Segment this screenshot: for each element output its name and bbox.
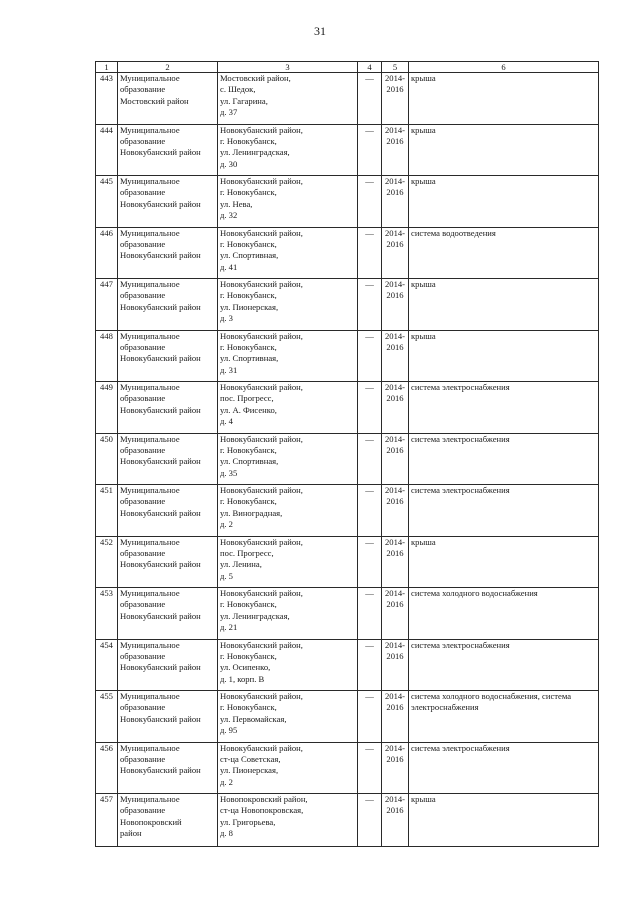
municipality-line: район	[120, 828, 142, 839]
address-line: г. Новокубанск,	[220, 650, 277, 661]
row-number-cell	[96, 691, 118, 743]
mark-dash: —	[365, 691, 374, 701]
period-cell	[382, 639, 409, 691]
work-type: система электроснабжения	[411, 742, 510, 753]
address-line: пос. Прогресс,	[220, 547, 274, 558]
municipality-line: Муниципальное	[120, 124, 180, 135]
municipality-line: образование	[120, 496, 166, 507]
address-line: д. 8	[220, 828, 233, 839]
table-row	[96, 73, 599, 125]
municipality-cell	[118, 536, 218, 588]
row-number-cell	[96, 330, 118, 382]
mark-dash: —	[365, 227, 374, 238]
work-type-cell	[409, 382, 599, 434]
address-line: ст-ца Новопокровская,	[220, 805, 304, 816]
municipality-line: Новокубанский район	[120, 147, 201, 158]
address-line: г. Новокубанск,	[220, 290, 277, 301]
row-number: 455	[100, 691, 113, 701]
work-type-cell	[409, 485, 599, 537]
column-header: 5	[382, 62, 409, 73]
work-type-cell	[409, 279, 599, 331]
mark-cell	[358, 639, 382, 691]
mark-cell	[358, 382, 382, 434]
work-type: крыша	[411, 330, 436, 341]
municipality-line: Муниципальное	[120, 433, 180, 444]
municipality-line: образование	[120, 135, 166, 146]
mark-cell	[358, 330, 382, 382]
work-type-cell	[409, 639, 599, 691]
period-line: 2014-	[384, 330, 406, 341]
row-number: 450	[100, 433, 113, 444]
row-number: 445	[100, 176, 113, 186]
municipality-line: образование	[120, 290, 166, 301]
address-line: г. Новокубанск,	[220, 599, 277, 610]
address-line: г. Новокубанск,	[220, 135, 277, 146]
municipality-cell	[118, 742, 218, 794]
table-row	[96, 485, 599, 537]
column-header: 6	[409, 62, 599, 73]
municipality-line: Муниципальное	[120, 639, 180, 650]
row-number-cell	[96, 176, 118, 228]
page-number: 31	[314, 24, 326, 38]
row-number: 449	[100, 382, 113, 392]
municipality-line: Новокубанский район	[120, 662, 201, 673]
address-cell	[218, 485, 358, 537]
work-type: система электроснабжения	[411, 382, 510, 392]
row-number-cell	[96, 588, 118, 640]
address-cell	[218, 691, 358, 743]
municipality-cell	[118, 227, 218, 279]
row-number: 454	[100, 639, 113, 650]
address-line: ул. Ленина,	[220, 559, 262, 570]
period-line: 2016	[386, 753, 404, 764]
address-line: Новокубанский район,	[220, 227, 303, 238]
work-type-cell	[409, 536, 599, 588]
period-line: 2014-	[384, 794, 406, 804]
period-cell	[382, 73, 409, 125]
table-row	[96, 227, 599, 279]
municipality-line: образование	[120, 84, 166, 95]
period-cell	[382, 330, 409, 382]
work-type-cell	[409, 176, 599, 228]
municipality-cell	[118, 691, 218, 743]
municipality-line: образование	[120, 444, 166, 455]
municipality-cell	[118, 433, 218, 485]
address-line: д. 2	[220, 519, 233, 530]
municipality-line: Муниципальное	[120, 742, 180, 753]
mark-dash: —	[365, 485, 374, 495]
address-line: д. 2	[220, 776, 233, 787]
address-line: с. Шедок,	[220, 84, 256, 95]
address-line: ул. Осипенко,	[220, 662, 271, 673]
period-line: 2016	[386, 393, 404, 404]
municipality-line: Муниципальное	[120, 227, 180, 238]
period-cell	[382, 124, 409, 176]
work-type: крыша	[411, 279, 436, 289]
period-line: 2016	[386, 444, 404, 455]
period-cell	[382, 176, 409, 228]
address-cell	[218, 73, 358, 125]
municipality-line: образование	[120, 341, 166, 352]
table-row	[96, 330, 599, 382]
row-number: 456	[100, 742, 113, 753]
period-line: 2014-	[384, 73, 406, 83]
row-number: 443	[100, 73, 113, 83]
municipality-line: Новокубанский район	[120, 507, 201, 518]
address-cell	[218, 176, 358, 228]
municipality-line: Новопокровский	[120, 816, 182, 827]
address-line: ул. Пионерская,	[220, 301, 279, 312]
address-line: Новокубанский район,	[220, 691, 303, 701]
municipality-line: Муниципальное	[120, 176, 180, 186]
table-row	[96, 382, 599, 434]
mark-dash: —	[365, 588, 374, 598]
address-line: д. 30	[220, 158, 238, 169]
period-cell	[382, 433, 409, 485]
municipality-line: Новокубанский район	[120, 250, 201, 261]
mark-cell	[358, 691, 382, 743]
row-number: 457	[100, 794, 113, 804]
mark-cell	[358, 227, 382, 279]
mark-cell	[358, 794, 382, 847]
address-line: г. Новокубанск,	[220, 238, 277, 249]
period-line: 2014-	[384, 588, 406, 598]
municipality-line: образование	[120, 187, 166, 198]
address-line: Новокубанский район,	[220, 433, 303, 444]
municipality-line: Новокубанский район	[120, 610, 201, 621]
municipality-line: образование	[120, 702, 166, 713]
row-number-cell	[96, 794, 118, 847]
period-cell	[382, 279, 409, 331]
mark-dash: —	[365, 73, 374, 83]
row-number: 444	[100, 124, 113, 135]
column-header: 1	[96, 62, 118, 73]
row-number: 453	[100, 588, 113, 598]
municipality-line: образование	[120, 547, 166, 558]
municipality-line: Новокубанский район	[120, 456, 201, 467]
row-number: 447	[100, 279, 113, 289]
table-row	[96, 536, 599, 588]
column-header: 3	[218, 62, 358, 73]
table-row	[96, 588, 599, 640]
table-body	[96, 73, 599, 847]
address-line: Мостовский район,	[220, 73, 291, 83]
address-line: ул. Виноградная,	[220, 507, 283, 518]
table-row	[96, 279, 599, 331]
period-line: 2016	[386, 650, 404, 661]
address-line: Новокубанский район,	[220, 639, 303, 650]
address-line: д. 37	[220, 107, 238, 118]
address-line: г. Новокубанск,	[220, 187, 277, 198]
municipality-line: образование	[120, 805, 166, 816]
municipality-line: Муниципальное	[120, 794, 180, 804]
work-type: система водоотведения	[411, 227, 496, 238]
row-number-cell	[96, 639, 118, 691]
mark-cell	[358, 433, 382, 485]
municipality-line: Муниципальное	[120, 536, 180, 547]
address-cell	[218, 382, 358, 434]
municipality-line: образование	[120, 650, 166, 661]
municipality-line: образование	[120, 599, 166, 610]
row-number-cell	[96, 279, 118, 331]
address-line: д. 95	[220, 725, 238, 736]
work-type-cell	[409, 124, 599, 176]
address-line: г. Новокубанск,	[220, 496, 277, 507]
municipality-line: образование	[120, 238, 166, 249]
mark-dash: —	[365, 176, 374, 186]
address-line: г. Новокубанск,	[220, 444, 277, 455]
work-type: крыша	[411, 536, 436, 547]
address-line: ул. Нева,	[220, 198, 253, 209]
address-cell	[218, 279, 358, 331]
period-line: 2016	[386, 496, 404, 507]
row-number-cell	[96, 227, 118, 279]
period-line: 2016	[386, 187, 404, 198]
period-line: 2016	[386, 290, 404, 301]
mark-cell	[358, 176, 382, 228]
header-row	[96, 62, 599, 73]
table-row	[96, 742, 599, 794]
period-line: 2016	[386, 702, 404, 713]
mark-cell	[358, 485, 382, 537]
mark-dash: —	[365, 639, 374, 650]
municipality-line: Новокубанский район	[120, 301, 201, 312]
period-cell	[382, 794, 409, 847]
address-cell	[218, 330, 358, 382]
row-number-cell	[96, 742, 118, 794]
municipality-line: Муниципальное	[120, 330, 180, 341]
work-type: система холодного водоснабжения, система электроснабжения	[411, 691, 572, 713]
address-line: ул. Ленинградская,	[220, 147, 290, 158]
mark-cell	[358, 536, 382, 588]
address-line: ул. А. Фисенко,	[220, 404, 277, 415]
address-line: Новокубанский район,	[220, 279, 303, 289]
work-type-cell	[409, 588, 599, 640]
municipality-line: образование	[120, 753, 166, 764]
municipality-cell	[118, 485, 218, 537]
work-type-cell	[409, 433, 599, 485]
address-line: д. 32	[220, 210, 238, 221]
municipality-line: Новокубанский район	[120, 404, 201, 415]
address-line: Новокубанский район,	[220, 588, 303, 598]
municipality-cell	[118, 176, 218, 228]
column-header: 4	[358, 62, 382, 73]
address-line: д. 4	[220, 416, 233, 427]
row-number-cell	[96, 382, 118, 434]
address-line: д. 5	[220, 570, 233, 581]
period-line: 2014-	[384, 382, 406, 392]
period-line: 2014-	[384, 227, 406, 238]
municipality-cell	[118, 794, 218, 847]
mark-cell	[358, 742, 382, 794]
work-type-cell	[409, 742, 599, 794]
mark-cell	[358, 588, 382, 640]
municipality-cell	[118, 330, 218, 382]
period-line: 2014-	[384, 536, 406, 547]
table-row	[96, 691, 599, 743]
table-row	[96, 639, 599, 691]
period-line: 2016	[386, 547, 404, 558]
period-line: 2016	[386, 805, 404, 816]
address-line: ул. Гагарина,	[220, 95, 268, 106]
address-line: д. 35	[220, 467, 238, 478]
period-cell	[382, 382, 409, 434]
work-type-cell	[409, 330, 599, 382]
municipality-cell	[118, 639, 218, 691]
municipality-line: Новокубанский район	[120, 559, 201, 570]
work-type: крыша	[411, 73, 436, 83]
address-cell	[218, 124, 358, 176]
mark-cell	[358, 279, 382, 331]
registry-table	[95, 61, 599, 847]
period-line: 2014-	[384, 279, 406, 289]
address-cell	[218, 227, 358, 279]
address-cell	[218, 742, 358, 794]
address-line: д. 1, корп. В	[220, 673, 265, 684]
address-line: Новокубанский район,	[220, 382, 303, 392]
address-line: Новокубанский район,	[220, 124, 303, 135]
period-line: 2016	[386, 341, 404, 352]
work-type-cell	[409, 794, 599, 847]
period-line: 2016	[386, 599, 404, 610]
address-line: д. 41	[220, 261, 238, 272]
address-line: Новопокровский район,	[220, 794, 308, 804]
row-number-cell	[96, 124, 118, 176]
row-number: 448	[100, 330, 113, 341]
period-line: 2014-	[384, 639, 406, 650]
mark-dash: —	[365, 536, 374, 547]
mark-cell	[358, 73, 382, 125]
address-line: Новокубанский район,	[220, 485, 303, 495]
address-line: ул. Первомайская,	[220, 713, 287, 724]
address-line: д. 31	[220, 364, 238, 375]
address-cell	[218, 536, 358, 588]
address-line: ул. Спортивная,	[220, 456, 279, 467]
municipality-line: Новокубанский район	[120, 713, 201, 724]
address-line: Новокубанский район,	[220, 176, 303, 186]
row-number-cell	[96, 536, 118, 588]
municipality-line: Новокубанский район	[120, 198, 201, 209]
row-number: 452	[100, 536, 113, 547]
address-line: Новокубанский район,	[220, 742, 303, 753]
work-type-cell	[409, 227, 599, 279]
work-type: крыша	[411, 794, 436, 804]
period-line: 2016	[386, 238, 404, 249]
municipality-line: Новокубанский район	[120, 353, 201, 364]
period-line: 2014-	[384, 176, 406, 186]
work-type: система электроснабжения	[411, 433, 510, 444]
address-line: д. 3	[220, 313, 233, 324]
period-cell	[382, 742, 409, 794]
table-row	[96, 176, 599, 228]
table-row	[96, 124, 599, 176]
period-cell	[382, 588, 409, 640]
address-cell	[218, 433, 358, 485]
row-number-cell	[96, 433, 118, 485]
table-row	[96, 433, 599, 485]
municipality-line: Муниципальное	[120, 485, 180, 495]
municipality-line: Новокубанский район	[120, 765, 201, 776]
table-row	[96, 794, 599, 847]
period-cell	[382, 691, 409, 743]
municipality-line: Муниципальное	[120, 73, 180, 83]
work-type: система электроснабжения	[411, 485, 510, 495]
municipality-line: Мостовский район	[120, 95, 189, 106]
work-type-cell	[409, 73, 599, 125]
work-type: система холодного водоснабжения	[411, 588, 538, 598]
period-line: 2016	[386, 84, 404, 95]
mark-dash: —	[365, 124, 374, 135]
mark-dash: —	[365, 330, 374, 341]
municipality-cell	[118, 279, 218, 331]
address-line: г. Новокубанск,	[220, 341, 277, 352]
municipality-line: Муниципальное	[120, 691, 180, 701]
period-cell	[382, 485, 409, 537]
row-number-cell	[96, 485, 118, 537]
address-cell	[218, 588, 358, 640]
address-line: Новокубанский район,	[220, 536, 303, 547]
municipality-line: Муниципальное	[120, 382, 180, 392]
address-line: ст-ца Советская,	[220, 753, 281, 764]
mark-dash: —	[365, 382, 374, 392]
period-line: 2014-	[384, 691, 406, 701]
address-line: Новокубанский район,	[220, 330, 303, 341]
work-type: крыша	[411, 176, 436, 186]
address-line: ул. Спортивная,	[220, 353, 279, 364]
municipality-cell	[118, 588, 218, 640]
address-line: д. 21	[220, 622, 238, 633]
period-cell	[382, 536, 409, 588]
row-number: 446	[100, 227, 113, 238]
municipality-line: образование	[120, 393, 166, 404]
address-line: пос. Прогресс,	[220, 393, 274, 404]
address-line: ул. Ленинградская,	[220, 610, 290, 621]
municipality-cell	[118, 382, 218, 434]
column-header: 2	[118, 62, 218, 73]
period-line: 2014-	[384, 485, 406, 495]
municipality-cell	[118, 124, 218, 176]
mark-dash: —	[365, 279, 374, 289]
municipality-cell	[118, 73, 218, 125]
address-line: ул. Пионерская,	[220, 765, 279, 776]
address-line: ул. Григорьева,	[220, 816, 276, 827]
row-number: 451	[100, 485, 113, 495]
period-cell	[382, 227, 409, 279]
table-header	[96, 62, 599, 73]
period-line: 2016	[386, 135, 404, 146]
mark-dash: —	[365, 794, 374, 804]
address-line: ул. Спортивная,	[220, 250, 279, 261]
address-cell	[218, 639, 358, 691]
period-line: 2014-	[384, 124, 406, 135]
work-type-cell	[409, 691, 599, 743]
mark-cell	[358, 124, 382, 176]
address-cell	[218, 794, 358, 847]
address-line: г. Новокубанск,	[220, 702, 277, 713]
work-type: крыша	[411, 124, 436, 135]
period-line: 2014-	[384, 433, 406, 444]
row-number-cell	[96, 73, 118, 125]
municipality-line: Муниципальное	[120, 588, 180, 598]
mark-dash: —	[365, 433, 374, 444]
period-line: 2014-	[384, 742, 406, 753]
work-type: система электроснабжения	[411, 639, 510, 650]
mark-dash: —	[365, 742, 374, 753]
municipality-line: Муниципальное	[120, 279, 180, 289]
